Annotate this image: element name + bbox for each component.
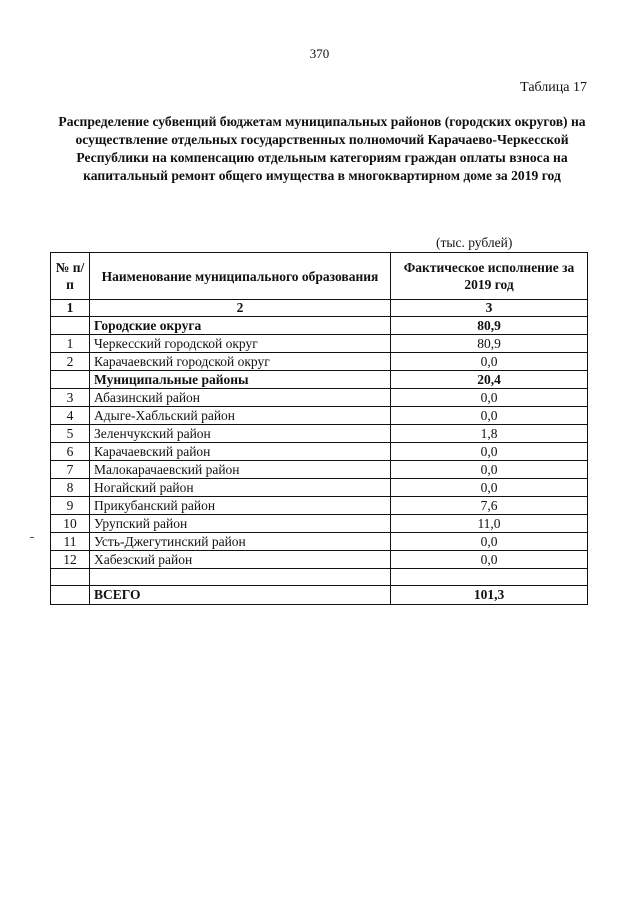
table-row (51, 479, 588, 497)
row-value: 0,0 (391, 389, 588, 407)
total-row (51, 586, 588, 605)
row-name: Урупский район (90, 515, 391, 533)
table-header-row (51, 253, 588, 300)
row-value: 0,0 (391, 533, 588, 551)
column-number: 3 (391, 300, 588, 317)
row-value: 0,0 (391, 461, 588, 479)
row-number: 9 (51, 497, 90, 515)
table-row (51, 461, 588, 479)
row-value: 0,0 (391, 443, 588, 461)
row-name: Черкесский городской округ (90, 335, 391, 353)
row-number: 5 (51, 425, 90, 443)
row-name: Ногайский район (90, 479, 391, 497)
row-value: 0,0 (391, 551, 588, 569)
row-name: Усть-Джегутинский район (90, 533, 391, 551)
table-row (51, 425, 588, 443)
column-number: 2 (90, 300, 391, 317)
row-number (51, 371, 90, 389)
subvention-table (50, 252, 588, 605)
table-row (51, 497, 588, 515)
row-number: 12 (51, 551, 90, 569)
table-row (51, 533, 588, 551)
row-name: Абазинский район (90, 389, 391, 407)
column-number-row (51, 300, 588, 317)
row-number (51, 317, 90, 335)
row-name: Зеленчукский район (90, 425, 391, 443)
row-value: 80,9 (391, 335, 588, 353)
group-row (51, 371, 588, 389)
row-value: 0,0 (391, 479, 588, 497)
row-name: Карачаевский район (90, 443, 391, 461)
row-name: Адыге-Хабльский район (90, 407, 391, 425)
header-num: № п/п (51, 253, 90, 300)
row-value: 0,0 (391, 407, 588, 425)
row-number: 11 (51, 533, 90, 551)
total-label: ВСЕГО (90, 586, 391, 605)
total-value: 101,3 (391, 586, 588, 605)
row-name: Малокарачаевский район (90, 461, 391, 479)
table-row (51, 443, 588, 461)
header-value: Фактическое исполнение за 2019 год (391, 253, 588, 300)
row-value: 11,0 (391, 515, 588, 533)
column-number: 1 (51, 300, 90, 317)
header-name: Наименование муниципального образования (90, 253, 391, 300)
group-name: Муниципальные районы (90, 371, 391, 389)
document-title: Распределение субвенций бюджетам муниципальных районов (городских округов) на осуществление отдельных государственных полномочий Карачаево-Черкесской Республики на компенсацию отдельным категориям граждан оплаты взноса на капитальный ремонт общего имущества в многоквартирном доме за 2019 год (58, 114, 586, 183)
row-number: 3 (51, 389, 90, 407)
table-row (51, 551, 588, 569)
row-number: 1 (51, 335, 90, 353)
table-row (51, 407, 588, 425)
row-number: 2 (51, 353, 90, 371)
row-name: Хабезский район (90, 551, 391, 569)
table-row (51, 353, 588, 371)
table-row (51, 335, 588, 353)
group-name: Городские округа (90, 317, 391, 335)
page-number: 370 (309, 46, 330, 61)
row-name: Карачаевский городской округ (90, 353, 391, 371)
empty-cell (51, 569, 90, 586)
row-value: 7,6 (391, 497, 588, 515)
row-number (51, 586, 90, 605)
table-row (51, 515, 588, 533)
margin-mark (30, 537, 34, 538)
row-value: 1,8 (391, 425, 588, 443)
row-number: 6 (51, 443, 90, 461)
empty-cell (90, 569, 391, 586)
group-row (51, 317, 588, 335)
row-value: 0,0 (391, 353, 588, 371)
row-number: 7 (51, 461, 90, 479)
units-label: (тыс. рублей) (436, 235, 513, 250)
row-number: 8 (51, 479, 90, 497)
table-row (51, 389, 588, 407)
table-label: Таблица 17 (520, 80, 587, 95)
row-name: Прикубанский район (90, 497, 391, 515)
empty-cell (391, 569, 588, 586)
group-value: 80,9 (391, 317, 588, 335)
row-number: 4 (51, 407, 90, 425)
empty-row (51, 569, 588, 586)
group-value: 20,4 (391, 371, 588, 389)
row-number: 10 (51, 515, 90, 533)
